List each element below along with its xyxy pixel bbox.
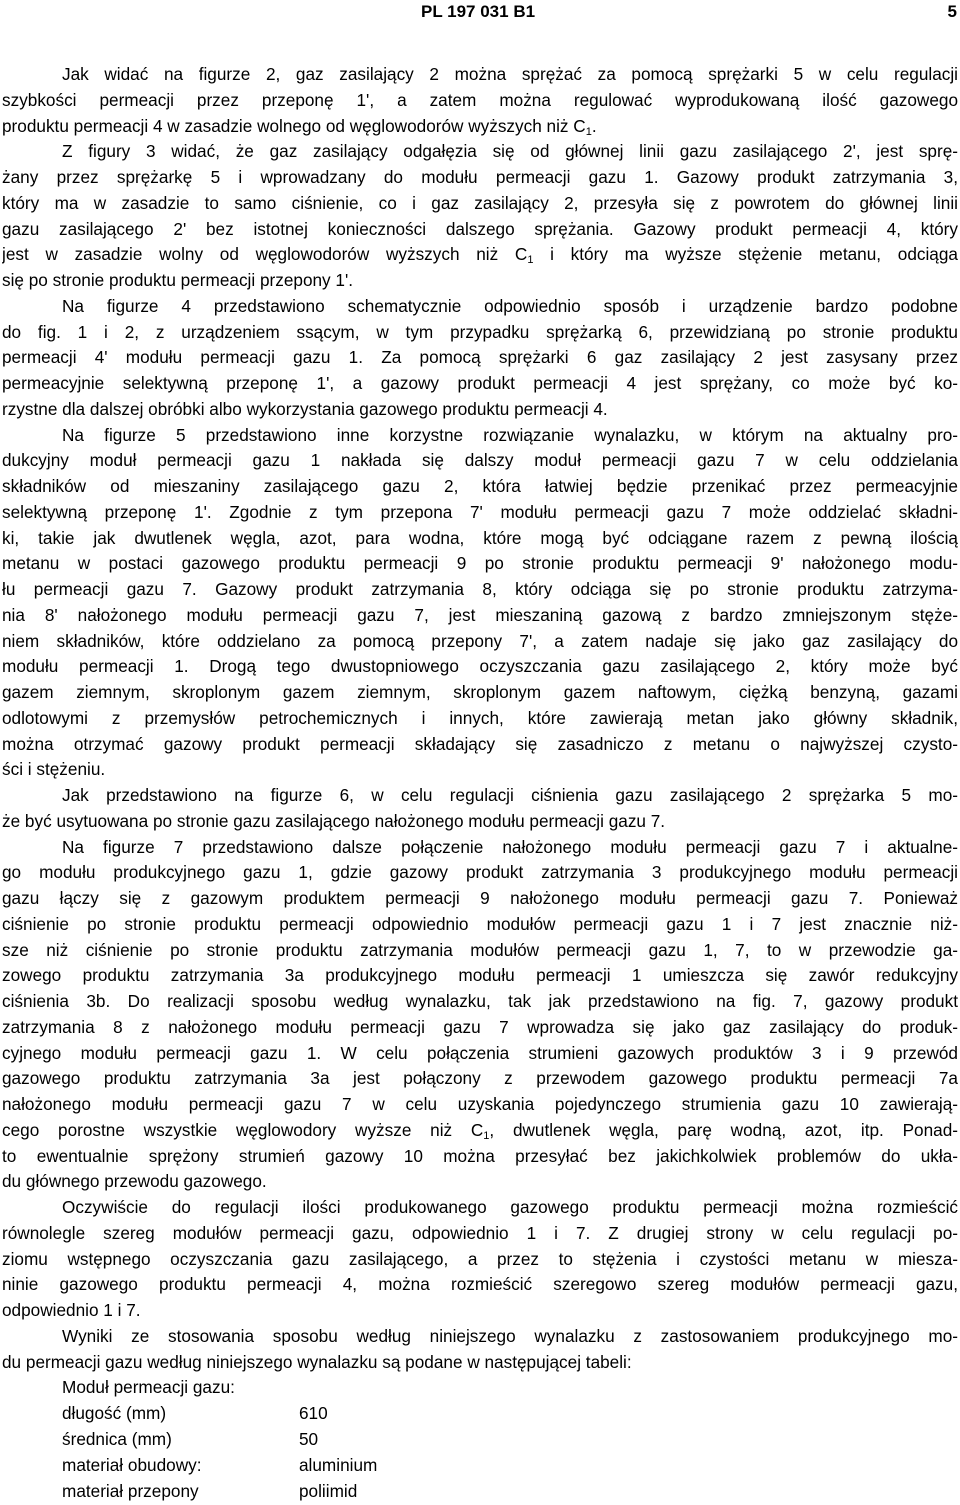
text-line-content: szybkości permeacji przez przeponę 1', a zatem można regulować wyprodukowaną ilość gazowego (2, 89, 958, 110)
text-line (2, 757, 958, 783)
text-line-content: odlotowymi z przemysłów petrochemicznych i innych, które zawierają metan jako główny składnik, (2, 707, 958, 728)
text-line (2, 654, 958, 680)
text-line-content: że być usytuowana po stronie gazu zasilającego nałożonego modułu permeacji gazu 7. (2, 810, 666, 831)
text-line (2, 1375, 958, 1401)
text-line-content: du permeacji gazu według niniejszego wynalazku są podane w następującej tabeli: (2, 1351, 632, 1372)
text-line (2, 1195, 958, 1221)
text-line (2, 963, 958, 989)
text-line (2, 448, 958, 474)
text-line (2, 989, 958, 1015)
page-header (0, 0, 960, 24)
text-line-content: Na figurze 5 przedstawiono inne korzystne rozwiązanie wynalazku, w którym na aktualny pro- (62, 424, 958, 445)
text-line-content: produktu permeacji 4 w zasadzie wolnego od węglowodorów wyższych niż C (2, 115, 586, 136)
text-line-content: go modułu produkcyjnego gazu 1, gdzie gazowy produkt zatrzymania 3 produkcyjnego modułu permeacji (2, 862, 958, 883)
text-line (2, 1092, 958, 1118)
spec-table (2, 1401, 958, 1505)
text-line (2, 860, 958, 886)
text-line-content: dukcyjny moduł permeacji gazu 1 nakłada się dalszy moduł permeacji gazu 7 w celu oddzielania (2, 450, 958, 471)
text-line-continuation: i który ma wyższe stężenie metanu, odciąga (533, 244, 958, 265)
text-line-content: ninie gazowego produktu permeacji 4, można rozmieścić szeregowo szereg modułów permeacji gazu, (2, 1274, 958, 1295)
spec-label: średnica (mm) (62, 1429, 172, 1449)
text-line (2, 1041, 958, 1067)
text-line (2, 345, 958, 371)
text-line (2, 191, 958, 217)
text-line (2, 320, 958, 346)
text-line (2, 526, 958, 552)
text-line (2, 551, 958, 577)
text-line (2, 1221, 958, 1247)
text-line-content: cego porostne wszystkie węglowodory wyższe niż C (2, 1119, 484, 1140)
text-line (2, 217, 958, 243)
page-number: 5 (947, 2, 957, 21)
text-line-content: Jak widać na figurze 2, gaz zasilający 2 można sprężać za pomocą sprężarki 5 w celu regulacji (62, 64, 958, 84)
spec-row (2, 1427, 958, 1453)
text-line (2, 706, 958, 732)
spec-value: 50 (299, 1429, 319, 1449)
text-line-content: zatrzymania 8 z nałożonego modułu permeacji gazu 7 wprowadza się jako gaz zasilający do produk- (2, 1016, 958, 1037)
subscript: 1 (483, 1129, 490, 1142)
text-line-content: odpowiednio 1 i 7. (2, 1300, 141, 1320)
text-line (2, 88, 958, 114)
text-line-content: modułu permeacji 1. Drogą tego dwustopniowego oczyszczania gazu zasilającego 2, który może być (2, 656, 958, 677)
text-line-content: Jak przedstawiono na figurze 6, w celu regulacji ciśnienia gazu zasilającego 2 sprężarka 5 mo- (62, 785, 958, 805)
text-line-content: Oczywiście do regulacji ilości produkowanego gazowego produktu permeacji można rozmieścić (62, 1197, 958, 1217)
text-line-content: metanu w postaci gazowego produktu permeacji 9 po stronie produktu permeacji 9' nałożonego modu- (2, 553, 958, 574)
text-line (2, 397, 958, 423)
text-line (2, 886, 958, 912)
text-line-content: Na figurze 7 przedstawiono dalsze połączenie nałożonego modułu permeacji gazu 7 i aktualne- (62, 836, 958, 857)
text-line (2, 1144, 958, 1170)
text-line (2, 577, 958, 603)
text-line (2, 1118, 958, 1144)
text-line-content: permeacji 4' modułu permeacji gazu 1. Za pomocą sprężarki 6 gaz zasilający 2 jest zasysany przez (2, 347, 958, 368)
text-line-content: ciśnienie po stronie produktu permeacji odpowiednio modułów permeacji gazu 1 i 7 jest znacznie niż- (2, 913, 958, 934)
text-line-content: który ma w zasadzie to samo ciśnienie, co i gaz zasilający 2, przesyła się z powrotem do głównej linii (2, 192, 958, 213)
text-line (2, 1247, 958, 1273)
spec-label: materiał obudowy: (62, 1455, 202, 1475)
text-line-content: to ewentualnie sprężony strumień gazowy 10 można przesyłać bez jakichkolwiek problemów do ukła- (2, 1145, 958, 1166)
spec-label: materiał przepony (62, 1481, 199, 1501)
text-line-content: łu permeacji gazu 7. Gazowy produkt zatrzymania 8, który odciąga się po stronie produktu zatrzyma- (2, 579, 958, 599)
text-line (2, 1066, 958, 1092)
spec-value: 610 (299, 1403, 328, 1423)
text-line (2, 1015, 958, 1041)
text-line-content: Moduł permeacji gazu: (62, 1377, 235, 1398)
body-text (2, 62, 958, 1401)
text-line (2, 912, 958, 938)
text-line (2, 680, 958, 706)
text-line (2, 1350, 958, 1376)
text-line-content: selektywną przeponę 1'. Zgodnie z tym przepona 7' modułu permeacji gazu 7 może oddzielać składni- (2, 501, 958, 522)
document-body (2, 62, 958, 1505)
text-line-content: gazowego produktu zatrzymania 3a jest połączony z przewodem gazowego produktu permeacji 7a (2, 1068, 958, 1089)
text-line (2, 500, 958, 526)
text-line (2, 139, 958, 165)
text-line-content: gazu zasilającego 2' bez istotnej konieczności dalszego sprężania. Gazowy produkt permeacji 4, który (2, 218, 958, 239)
text-line (2, 603, 958, 629)
text-line-content: się po stronie produktu permeacji przepony 1'. (2, 270, 354, 290)
text-line-content: Z figury 3 widać, że gaz zasilający odgałęzia się od głównej linii gazu zasilającego 2', jest sprę- (62, 141, 958, 162)
text-line-content: Na figurze 4 przedstawiono schematycznie odpowiednio sposób i urządzenie bardzo podobne (62, 295, 958, 316)
spec-row (2, 1453, 958, 1479)
text-line-content: permeacyjnie selektywną przeponę 1', a gazowy produkt permeacji 4 jest sprężany, co może być ko- (2, 373, 958, 393)
text-line-content: Wyniki ze stosowania sposobu według niniejszego wynalazku z zastosowaniem produkcyjnego mo- (62, 1325, 958, 1346)
text-line-content: ziomu wstępnego oczyszczania gazu zasilającego, a przez to stężenia i czystości metanu w miesza- (2, 1248, 958, 1269)
text-line-content: jest w zasadzie wolny od węglowodorów wyższych niż C (2, 244, 528, 265)
text-line (2, 1298, 958, 1324)
text-line-content: ści i stężeniu. (2, 759, 106, 780)
text-line (2, 62, 958, 88)
text-line (2, 242, 958, 268)
text-line (2, 938, 958, 964)
text-line (2, 1324, 958, 1350)
text-line (2, 629, 958, 655)
text-line (2, 835, 958, 861)
text-line-continuation: , dwutlenek węgla, parę wodną, azot, itp. Ponad- (489, 1119, 958, 1140)
text-line (2, 1169, 958, 1195)
text-line-content: ki, takie jak dwutlenek węgla, azot, para wodna, które mogą być odciągane razem z pewną ilością (2, 527, 958, 548)
document-number: PL 197 031 B1 (421, 2, 536, 21)
spec-value: poliimid (299, 1481, 358, 1501)
text-line (2, 474, 958, 500)
text-line-content: żany przez sprężarkę 5 i wprowadzany do modułu permeacji gazu 1. Gazowy produkt zatrzymania 3, (2, 167, 958, 187)
text-line (2, 423, 958, 449)
text-line-content: do fig. 1 i 2, z urządzeniem ssącym, w tym przypadku sprężarką 6, przewidzianą po stronie produktu (2, 321, 958, 342)
text-line-content: rzystne dla dalszej obróbki albo wykorzystania gazowego produktu permeacji 4. (2, 398, 608, 419)
text-line-content: gazu łączy się z gazowym produktem permeacji 9 nałożonego modułu permeacji gazu 7. Ponieważ (2, 888, 958, 908)
text-line-content: równolegle szereg modułów permeacji gazu, odpowiednio 1 i 7. Z drugiej strony w celu regulacji po- (2, 1222, 958, 1243)
text-line-content: du głównego przewodu gazowego. (2, 1171, 267, 1192)
text-line-content: gazem ziemnym, skroplonym gazem ziemnym, skroplonym gazem naftowym, ciężką benzyną, gazami (2, 682, 958, 702)
text-line-continuation: . (591, 115, 597, 136)
text-line-content: cyjnego modułu permeacji gazu 1. W celu połączenia strumieni gazowych produktów 3 i 9 przewód (2, 1042, 958, 1063)
spec-label: długość (mm) (62, 1403, 167, 1423)
text-line-content: można otrzymać gazowy produkt permeacji składający się zasadniczo z metanu o najwyższej czysto- (2, 733, 958, 754)
subscript: 1 (527, 254, 534, 267)
text-line (2, 165, 958, 191)
text-line (2, 268, 958, 294)
text-line (2, 809, 958, 835)
spec-row (2, 1401, 958, 1427)
subscript: 1 (585, 125, 592, 138)
text-line (2, 1272, 958, 1298)
text-line-content: składników od mieszaniny zasilającego gazu 2, która łatwiej będzie przenikać przez permeacyjnie (2, 476, 958, 496)
text-line-content: zowego produktu zatrzymania 3a produkcyjnego modułu permeacji 1 umieszcza się zawór redukcyjny (2, 965, 958, 986)
text-line (2, 294, 958, 320)
text-line (2, 783, 958, 809)
text-line (2, 732, 958, 758)
text-line-content: nia 8' nałożonego modułu permeacji gazu 7, jest mieszaniną gazową z bardzo zmniejszonym stęże- (2, 604, 958, 625)
text-line-content: niem składników, które oddzielano za pomocą przepony 7', a zatem nadaje się jako gaz zasilający do (2, 630, 958, 651)
text-line-content: ciśnienia 3b. Do realizacji sposobu według wynalazku, tak jak przedstawiono na fig. 7, gazowy produkt (2, 991, 958, 1011)
text-line-content: nałożonego modułu permeacji gazu 7 w celu uzyskania pojedynczego strumienia gazu 10 zawierają- (2, 1094, 958, 1114)
spec-value: aluminium (299, 1455, 378, 1475)
text-line (2, 114, 958, 140)
text-line (2, 371, 958, 397)
text-line-content: sze niż ciśnienie po stronie produktu zatrzymania modułów permeacji gazu 1, 7, to w przewodzie ga- (2, 939, 958, 960)
